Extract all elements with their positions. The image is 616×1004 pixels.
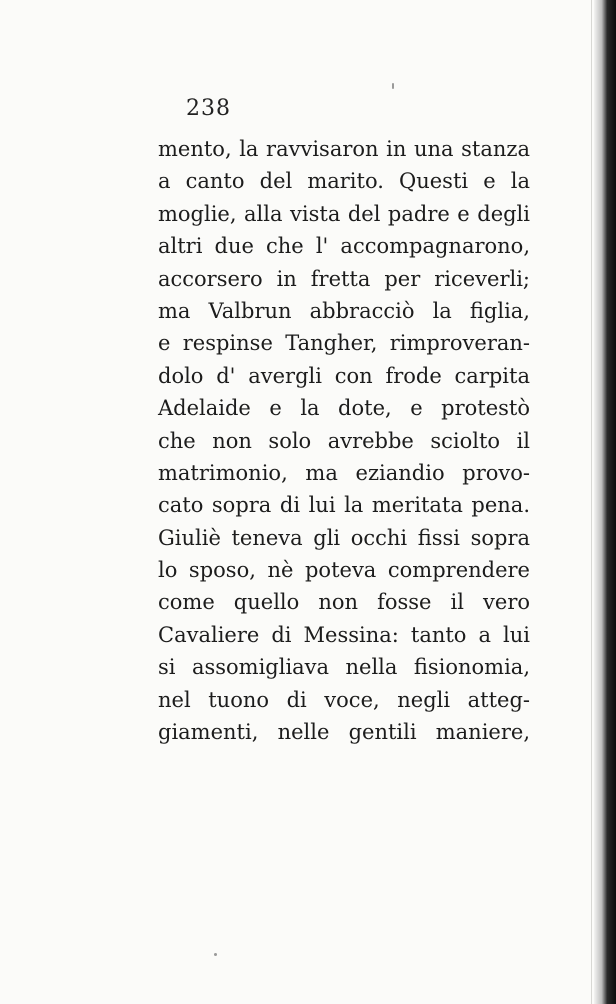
page-number: 238 <box>186 96 231 121</box>
text-line: a canto del marito. Questi e la <box>158 169 530 194</box>
text-line: ma Valbrun abbracciò la figlia, <box>158 298 530 323</box>
text-line: altri due che l' accompagnarono, <box>158 234 530 259</box>
text-line: si assomigliava nella fisionomia, <box>158 655 530 680</box>
text-line: accorsero in fretta per riceverli; <box>158 266 530 291</box>
text-line: nel tuono di voce, negli atteg- <box>158 687 530 712</box>
text-line: cato sopra di lui la meritata pena. <box>158 493 530 518</box>
text-line: lo sposo, nè poteva comprendere <box>158 558 530 583</box>
text-line: e respinse Tangher, rimproveran- <box>158 331 530 356</box>
text-line: dolo d' avergli con frode carpita <box>158 363 530 388</box>
book-spine-shadow <box>594 0 616 1004</box>
text-line: mento, la ravvisaron in una stanza <box>158 137 530 161</box>
text-line: matrimonio, ma eziandio provo- <box>158 460 530 485</box>
text-line: come quello non fosse il vero <box>158 590 530 615</box>
text-line: moglie, alla vista del padre e degli <box>158 201 530 226</box>
text-line: giamenti, nelle gentili maniere, <box>158 720 530 745</box>
body-text <box>158 133 530 748</box>
text-line: che non solo avrebbe sciolto il <box>158 428 530 453</box>
paper-speck <box>392 83 394 89</box>
text-line: Cavaliere di Messina: tanto a lui <box>158 622 530 647</box>
text-line: Adelaide e la dote, e protestò <box>158 396 530 421</box>
page-edge-line <box>591 0 592 1004</box>
paper-speck <box>214 953 217 956</box>
text-line: Giuliè teneva gli occhi fissi sopra <box>158 525 530 550</box>
